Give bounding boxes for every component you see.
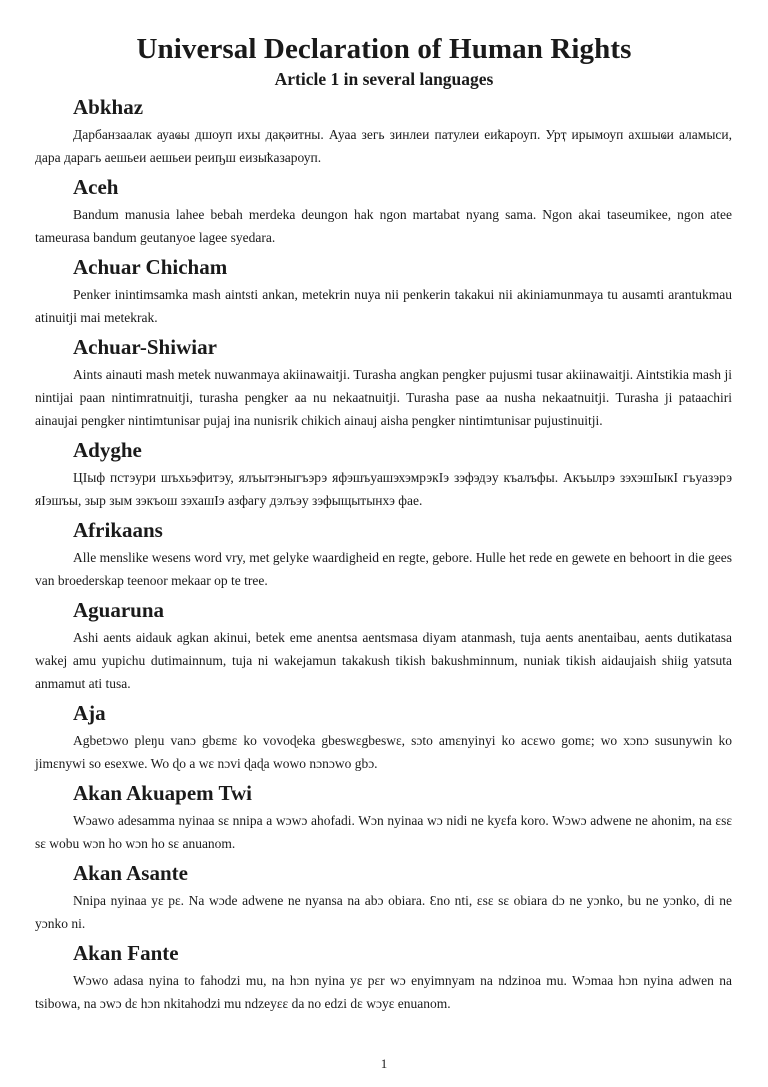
article-text: Дарбанзаалак ауаҩы дшоуп ихы дақәитны. Ауаа зегь зинлеи патулеи еиҟароуп. Урҭ ирымоуп ахшыҩи аламыси, дара дарагь аешьеи аешьеи реиҧш еизыҟазароуп. (35, 127, 732, 165)
language-section-aceh (35, 174, 732, 249)
article-text: ЦӀыф пстэури шъхьэфитэу, ялъытэныгъэрэ яфэшъуашэхэмрэкӀэ зэфэдэу къалъфы. Акъылрэ зэхэшӀыкӀ гъуазэрэ яӀэшъы, зыр зым зэкъош зэхашӀэ азфагу дэлъэу зэфыщытынхэ фае. (35, 470, 732, 508)
page-number: 1 (380, 1056, 388, 1071)
article-text: Wɔwo adasa nyina to fahodzi mu, na hɔn nyina yɛ pɛr wɔ enyimnyam na ndzinoa mu. Wɔmaa hɔn nyina adwen na tsibowa, na ɔwɔ dɛ hɔn nkitahodzi mu ndzeyɛɛ da no edzi dɛ wɔyɛ enuanom. (35, 973, 732, 1011)
language-section-akan-akuapem-twi (35, 780, 732, 855)
article-text: Penker inintimsamka mash aintsti ankan, metekrin nuya nii penkerin takakui nii akiniamunmaya tu ausamti arantukmau atinuitji mai metekrak. (35, 287, 732, 325)
title-block (0, 32, 768, 90)
language-section-adyghe (35, 437, 732, 512)
language-section-aja (35, 700, 732, 775)
language-section-achuar-chicham (35, 254, 732, 329)
document-subtitle: Article 1 in several languages (274, 69, 494, 89)
language-heading: Akan Asante (73, 861, 188, 885)
document-title: Universal Declaration of Human Rights (136, 33, 632, 65)
language-heading: Achuar Chicham (73, 255, 228, 279)
language-sections (35, 94, 732, 1020)
language-heading: Aja (73, 701, 106, 725)
article-text: Ashi aents aidauk agkan akinui, betek eme anentsa aentsmasa diyam atanmash, tuja aents anentaibau, aents dutikatasa wakej amu yupichu dutimainnum, tuja ni wakejamun takakush tikish bakushminnum, nuniak tikish aidaujaish shiig yatsuta anmamut ati tusa. (35, 630, 732, 691)
language-heading: Akan Akuapem Twi (73, 781, 252, 805)
article-text: Alle menslike wesens word vry, met gelyke waardigheid en regte, gebore. Hulle het rede en gewete en behoort in die gees van broederskap teenoor mekaar op te tree. (35, 550, 732, 588)
language-heading: Aceh (73, 175, 119, 199)
article-text: Bandum manusia lahee bebah merdeka deungon hak ngon martabat nyang sama. Ngon akai taseumikee, ngon atee tameurasa bandum geutanyoe lagee syedara. (35, 207, 732, 245)
article-text: Nnipa nyinaa yɛ pɛ. Na wɔde adwene ne nyansa na abɔ obiara. Ɛno nti, ɛsɛ sɛ obiara dɔ ne yɔnko, bu ne yɔnko, di ne yɔnko ni. (35, 893, 732, 931)
language-heading: Adyghe (73, 438, 142, 462)
language-section-abkhaz (35, 94, 732, 169)
article-text: Aints ainauti mash metek nuwanmaya akiinawaitji. Turasha angkan pengker pujusmi tusar akiinawaitji. Aintstikia mash ji nintijai paan nintimratnuitji, turasha pengker aa nu nekaatnuitji. Turasha pase aa nusha nekaatnuitji. Turasha ji pataachiri ainaujai pengker nintimtunisar pujaj ina nunisrik chikich ainauj aisha pengker nintimtunisar pujustinuitji. (35, 367, 732, 428)
article-text: Wɔawo adesamma nyinaa sɛ nnipa a wɔwɔ ahofadi. Wɔn nyinaa wɔ nidi ne kyɛfa koro. Wɔwɔ adwene ne ahonim, na ɛsɛ sɛ wobu wɔn ho wɔn ho sɛ anuanom. (35, 813, 732, 851)
article-text: Agbetɔwo pleŋu vanɔ gbɛmɛ ko vovoɖeka gbeswɛgbeswɛ, sɔto amɛnyinyi ko acɛwo gomɛ; wo xɔnɔ susunywin ko jimɛnywi so esexwe. Wo ɖo a wɛ nɔvi ɖaɖa wowo nɔnɔwo gbɔ. (35, 733, 732, 771)
language-heading: Afrikaans (73, 518, 163, 542)
language-heading: Achuar-Shiwiar (73, 335, 217, 359)
language-heading: Aguaruna (73, 598, 165, 622)
language-section-afrikaans (35, 517, 732, 592)
language-section-achuar-shiwiar (35, 334, 732, 432)
language-heading: Abkhaz (73, 95, 144, 119)
language-heading: Akan Fante (73, 941, 179, 965)
language-section-aguaruna (35, 597, 732, 695)
language-section-akan-asante (35, 860, 732, 935)
language-section-akan-fante (35, 940, 732, 1015)
